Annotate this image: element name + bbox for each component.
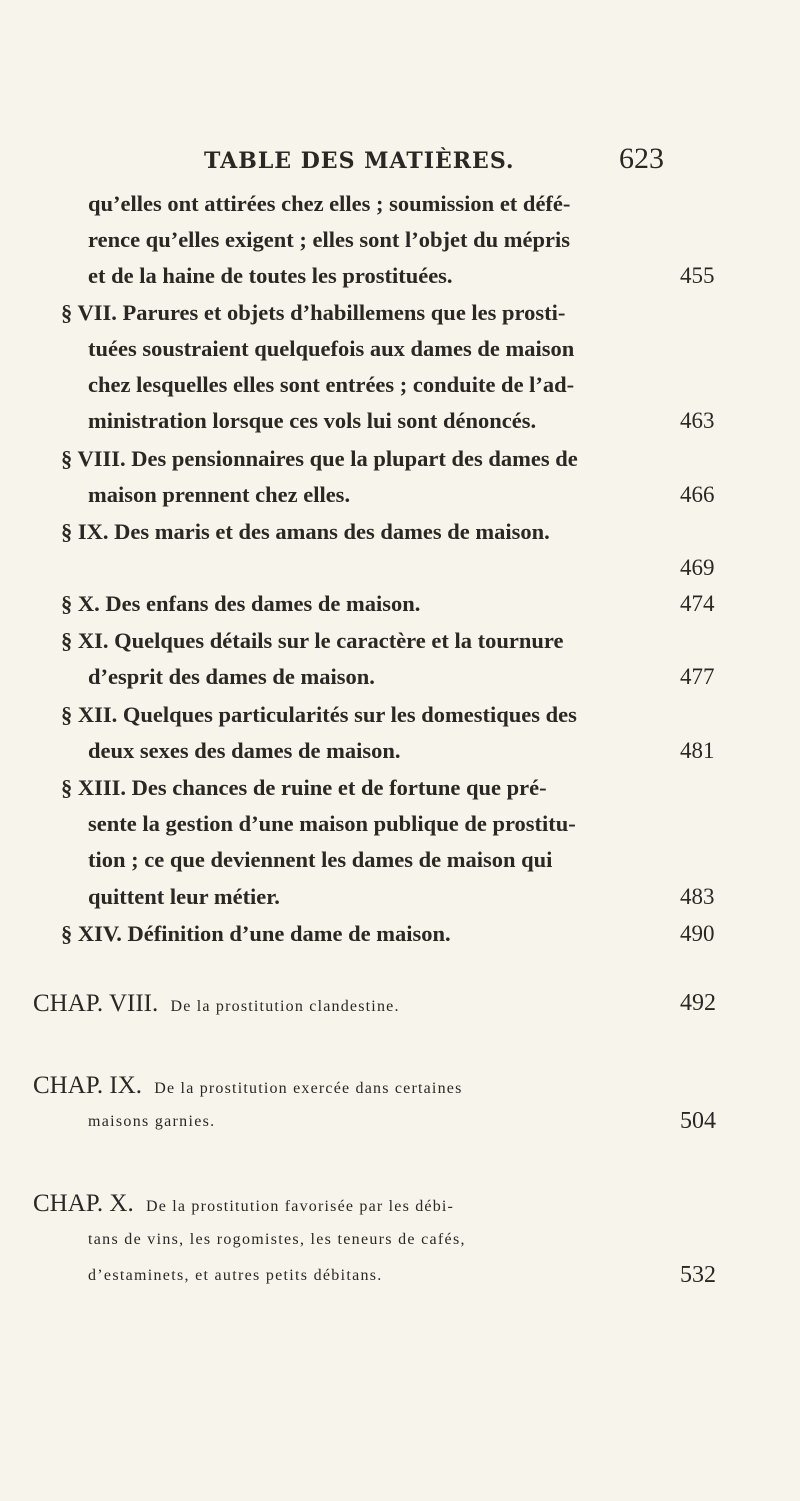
toc-line: § VII. Parures et objets d’habillemens que les prosti- — [61, 300, 566, 325]
toc-line: § X. Des enfans des dames de maison. — [61, 591, 421, 616]
toc-page-number: 490 — [680, 921, 715, 946]
page-header — [204, 142, 664, 182]
toc-page-number: 483 — [680, 884, 715, 909]
chapter-label: CHAP. VIII. — [33, 990, 159, 1017]
chapter-label: CHAP. X. — [33, 1190, 134, 1217]
toc-page-number: 474 — [680, 591, 715, 616]
toc-page-number: 463 — [680, 408, 715, 433]
chapter-title: De la prostitution clandestine. — [170, 998, 400, 1015]
toc-line: rence qu’elles exigent ; elles sont l’objet du mépris — [88, 227, 571, 252]
chapter-page-number: 532 — [680, 1262, 716, 1288]
toc-line: § IX. Des maris et des amans des dames de maison. — [61, 519, 550, 544]
chapter-title-continuation: d’estaminets, et autres petits débitans. — [88, 1267, 383, 1284]
toc-line: § VIII. Des pensionnaires que la plupart des dames de — [61, 446, 578, 471]
chapter-title-continuation: tans de vins, les rogomistes, les teneurs de cafés, — [88, 1231, 466, 1248]
toc-line: tion ; ce que deviennent les dames de maison qui — [88, 847, 553, 872]
toc-line: ministration lorsque ces vols lui sont dénoncés. — [88, 408, 537, 433]
chapter-entry — [33, 1072, 463, 1100]
toc-line: d’esprit des dames de maison. — [88, 664, 375, 689]
chapter-page-number: 504 — [680, 1108, 716, 1134]
chapter-title: De la prostitution exercée dans certaines — [154, 1080, 463, 1097]
toc-page-number: 469 — [680, 555, 715, 580]
toc-page-number: 466 — [680, 482, 715, 507]
toc-line: deux sexes des dames de maison. — [88, 738, 401, 763]
toc-line: maison prennent chez elles. — [88, 482, 351, 507]
toc-line: § XIII. Des chances de ruine et de fortune que pré- — [61, 775, 547, 800]
chapter-label: CHAP. IX. — [33, 1072, 143, 1099]
toc-line: et de la haine de toutes les prostituées. — [88, 263, 453, 288]
chapter-entry — [33, 1190, 454, 1218]
toc-page-number: 477 — [680, 664, 715, 689]
toc-line: qu’elles ont attirées chez elles ; soumission et défé- — [88, 191, 571, 216]
toc-line: § XIV. Définition d’une dame de maison. — [61, 921, 451, 946]
chapter-entry — [33, 990, 400, 1018]
toc-line: chez lesquelles elles sont entrées ; conduite de l’ad- — [88, 372, 575, 397]
toc-line: sente la gestion d’une maison publique de prostitu- — [88, 811, 576, 836]
toc-line: § XII. Quelques particularités sur les domestiques des — [61, 702, 577, 727]
running-title: TABLE DES MATIÈRES. — [204, 148, 515, 174]
chapter-title-continuation: maisons garnies. — [88, 1113, 216, 1130]
toc-line: § XI. Quelques détails sur le caractère et la tournure — [61, 628, 564, 653]
toc-line: quittent leur métier. — [88, 884, 280, 909]
toc-page-number: 455 — [680, 263, 715, 288]
toc-page-number: 481 — [680, 738, 715, 763]
chapter-title: De la prostitution favorisée par les débi- — [145, 1198, 455, 1215]
chapter-page-number: 492 — [680, 990, 716, 1016]
page-number: 623 — [619, 142, 664, 175]
toc-line: tuées soustraient quelquefois aux dames de maison — [88, 336, 575, 361]
